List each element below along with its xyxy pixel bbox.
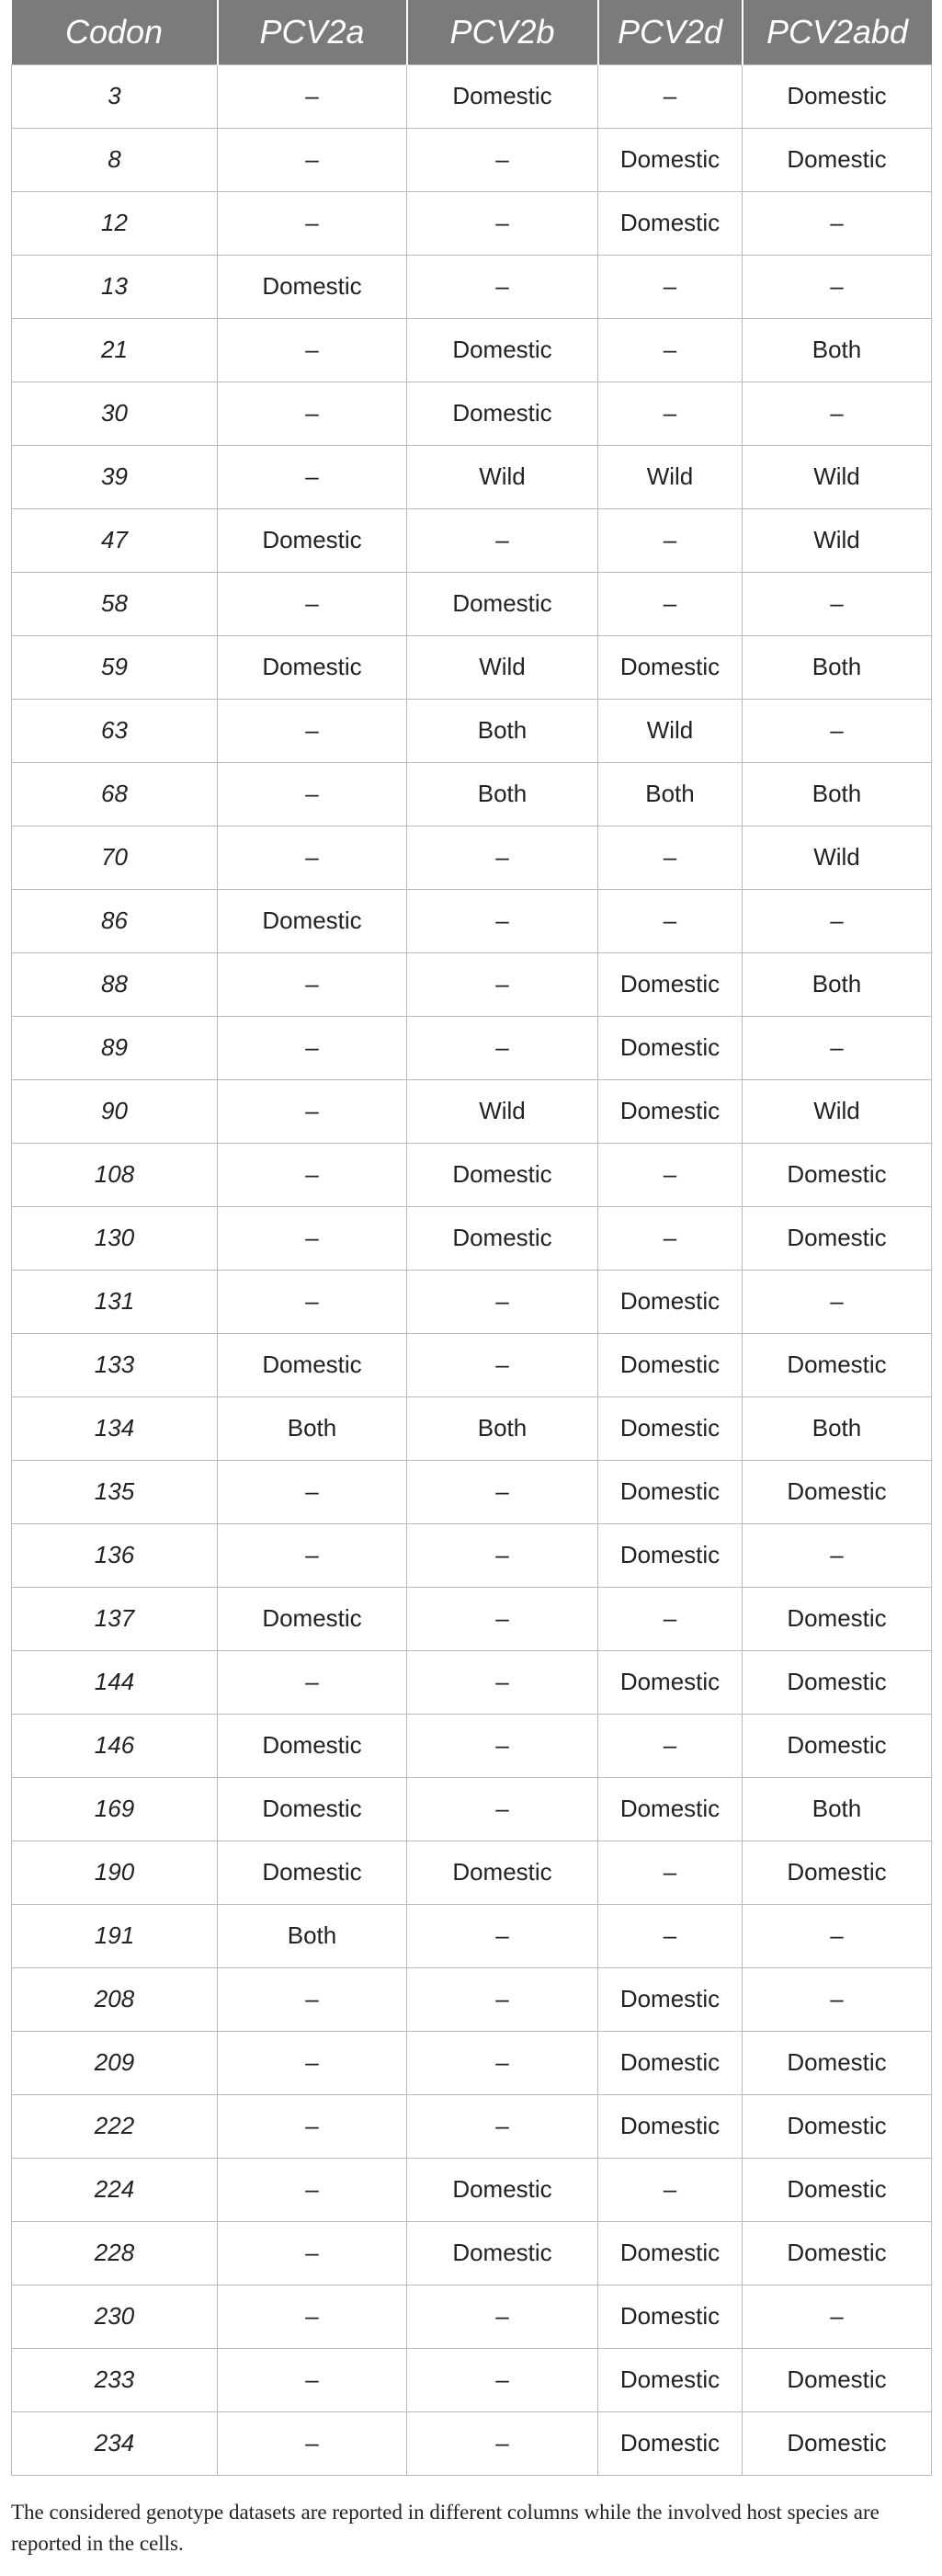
pcv2abd-cell: Domestic [743,1333,932,1396]
pcv2d-cell: Domestic [598,635,743,699]
pcv2b-cell: – [407,1904,598,1967]
codon-cell: 230 [12,2285,218,2348]
table-row [12,255,932,318]
pcv2b-cell: – [407,1777,598,1841]
table-row [12,1967,932,2031]
table-row [12,508,932,572]
pcv2b-cell: – [407,1587,598,1650]
pcv2d-cell: – [598,1206,743,1270]
codon-cell: 59 [12,635,218,699]
header-pcv2b: PCV2b [407,0,598,64]
pcv2abd-cell: Domestic [743,2411,932,2475]
codon-host-table [11,0,932,2476]
pcv2a-cell: Both [218,1396,407,1460]
pcv2d-cell: Domestic [598,1396,743,1460]
codon-cell: 191 [12,1904,218,1967]
pcv2a-cell: – [218,2031,407,2094]
pcv2d-cell: Domestic [598,1523,743,1587]
pcv2abd-cell: Both [743,952,932,1016]
pcv2b-cell: Domestic [407,2158,598,2221]
pcv2b-cell: Domestic [407,1841,598,1904]
table-row [12,2158,932,2221]
pcv2d-cell: Domestic [598,952,743,1016]
table-row [12,699,932,762]
pcv2a-cell: – [218,1206,407,1270]
table-row [12,382,932,445]
pcv2d-cell: Domestic [598,1777,743,1841]
pcv2a-cell: Domestic [218,1333,407,1396]
pcv2b-cell: – [407,1714,598,1777]
pcv2a-cell: Domestic [218,635,407,699]
pcv2d-cell: – [598,826,743,889]
header-pcv2abd: PCV2abd [743,0,932,64]
pcv2a-cell: Domestic [218,889,407,952]
pcv2b-cell: Domestic [407,1206,598,1270]
pcv2b-cell: – [407,1333,598,1396]
pcv2abd-cell: Domestic [743,1587,932,1650]
table-row [12,1841,932,1904]
pcv2d-cell: Both [598,762,743,826]
pcv2a-cell: – [218,572,407,635]
pcv2abd-cell: – [743,1904,932,1967]
table-row [12,762,932,826]
pcv2abd-cell: Domestic [743,2094,932,2158]
pcv2d-cell: – [598,1904,743,1967]
pcv2d-cell: Domestic [598,2221,743,2285]
pcv2d-cell: – [598,1143,743,1206]
pcv2a-cell: – [218,445,407,508]
pcv2d-cell: Domestic [598,1079,743,1143]
pcv2b-cell: – [407,1016,598,1079]
codon-cell: 108 [12,1143,218,1206]
table-row [12,1587,932,1650]
pcv2a-cell: – [218,318,407,382]
pcv2a-cell: Domestic [218,1714,407,1777]
table-row [12,2411,932,2475]
codon-cell: 131 [12,1270,218,1333]
pcv2b-cell: Domestic [407,572,598,635]
table-row [12,1079,932,1143]
pcv2a-cell: Domestic [218,1587,407,1650]
codon-cell: 209 [12,2031,218,2094]
pcv2a-cell: Domestic [218,1777,407,1841]
pcv2abd-cell: Domestic [743,128,932,191]
pcv2a-cell: – [218,1460,407,1523]
table-row [12,826,932,889]
pcv2d-cell: Domestic [598,2031,743,2094]
pcv2a-cell: – [218,1967,407,2031]
pcv2a-cell: – [218,1523,407,1587]
codon-cell: 222 [12,2094,218,2158]
pcv2a-cell: – [218,1143,407,1206]
pcv2d-cell: – [598,64,743,128]
pcv2a-cell: Domestic [218,508,407,572]
codon-cell: 208 [12,1967,218,2031]
pcv2b-cell: – [407,2285,598,2348]
pcv2abd-cell: Domestic [743,1650,932,1714]
pcv2abd-cell: – [743,1967,932,2031]
pcv2abd-cell: – [743,1523,932,1587]
table-row [12,889,932,952]
pcv2a-cell: – [218,2411,407,2475]
pcv2d-cell: Domestic [598,2348,743,2411]
pcv2a-cell: – [218,2158,407,2221]
codon-cell: 135 [12,1460,218,1523]
pcv2a-cell: – [218,2221,407,2285]
pcv2b-cell: Wild [407,445,598,508]
pcv2abd-cell: Domestic [743,2348,932,2411]
table-body [12,64,932,2475]
pcv2d-cell: – [598,1587,743,1650]
pcv2b-cell: – [407,1270,598,1333]
pcv2b-cell: Domestic [407,2221,598,2285]
pcv2b-cell: – [407,826,598,889]
table-row [12,1016,932,1079]
pcv2abd-cell: – [743,382,932,445]
pcv2d-cell: – [598,572,743,635]
pcv2b-cell: – [407,1967,598,2031]
pcv2b-cell: Wild [407,1079,598,1143]
codon-cell: 144 [12,1650,218,1714]
codon-cell: 12 [12,191,218,255]
codon-cell: 39 [12,445,218,508]
pcv2b-cell: – [407,191,598,255]
pcv2d-cell: Domestic [598,2094,743,2158]
pcv2b-cell: – [407,1460,598,1523]
pcv2abd-cell: Wild [743,445,932,508]
codon-cell: 137 [12,1587,218,1650]
table-row [12,1904,932,1967]
pcv2b-cell: – [407,1650,598,1714]
codon-cell: 228 [12,2221,218,2285]
codon-cell: 136 [12,1523,218,1587]
pcv2abd-cell: – [743,1016,932,1079]
table-row [12,2221,932,2285]
pcv2abd-cell: Wild [743,1079,932,1143]
pcv2abd-cell: Both [743,1396,932,1460]
pcv2abd-cell: Wild [743,508,932,572]
pcv2abd-cell: – [743,255,932,318]
table-header [12,0,932,64]
table-row [12,191,932,255]
pcv2d-cell: – [598,255,743,318]
pcv2a-cell: – [218,382,407,445]
header-pcv2d: PCV2d [598,0,743,64]
table-row [12,1714,932,1777]
pcv2a-cell: – [218,64,407,128]
codon-cell: 68 [12,762,218,826]
table-row [12,1777,932,1841]
pcv2d-cell: Wild [598,445,743,508]
pcv2d-cell: – [598,889,743,952]
pcv2a-cell: – [218,1270,407,1333]
pcv2d-cell: Domestic [598,128,743,191]
pcv2d-cell: Domestic [598,1460,743,1523]
pcv2b-cell: Both [407,762,598,826]
pcv2b-cell: Both [407,1396,598,1460]
table-row [12,1206,932,1270]
pcv2b-cell: – [407,2031,598,2094]
codon-cell: 133 [12,1333,218,1396]
pcv2d-cell: Domestic [598,1270,743,1333]
pcv2b-cell: – [407,2348,598,2411]
table-row [12,2094,932,2158]
codon-cell: 21 [12,318,218,382]
table-row [12,1143,932,1206]
pcv2b-cell: – [407,952,598,1016]
pcv2abd-cell: Both [743,635,932,699]
pcv2d-cell: Domestic [598,2285,743,2348]
codon-cell: 88 [12,952,218,1016]
pcv2b-cell: – [407,1523,598,1587]
pcv2abd-cell: – [743,889,932,952]
pcv2abd-cell: Domestic [743,2221,932,2285]
pcv2d-cell: – [598,318,743,382]
codon-cell: 30 [12,382,218,445]
pcv2b-cell: – [407,128,598,191]
pcv2a-cell: – [218,1016,407,1079]
pcv2a-cell: – [218,2094,407,2158]
table-row [12,635,932,699]
codon-cell: 86 [12,889,218,952]
pcv2a-cell: – [218,2285,407,2348]
pcv2abd-cell: Both [743,762,932,826]
pcv2abd-cell: Both [743,1777,932,1841]
table-row [12,2348,932,2411]
pcv2b-cell: Wild [407,635,598,699]
header-pcv2a: PCV2a [218,0,407,64]
pcv2a-cell: – [218,1650,407,1714]
codon-cell: 8 [12,128,218,191]
pcv2b-cell: – [407,889,598,952]
codon-cell: 58 [12,572,218,635]
pcv2a-cell: – [218,699,407,762]
pcv2d-cell: Wild [598,699,743,762]
pcv2abd-cell: – [743,1270,932,1333]
header-row [12,0,932,64]
pcv2b-cell: – [407,508,598,572]
codon-cell: 190 [12,1841,218,1904]
pcv2abd-cell: Domestic [743,2158,932,2221]
codon-cell: 63 [12,699,218,762]
pcv2a-cell: – [218,191,407,255]
pcv2b-cell: Both [407,699,598,762]
codon-cell: 130 [12,1206,218,1270]
table-row [12,318,932,382]
pcv2d-cell: Domestic [598,2411,743,2475]
pcv2a-cell: Domestic [218,255,407,318]
pcv2abd-cell: – [743,572,932,635]
pcv2d-cell: Domestic [598,191,743,255]
table-row [12,952,932,1016]
pcv2a-cell: – [218,826,407,889]
table-row [12,445,932,508]
pcv2d-cell: – [598,2158,743,2221]
table-row [12,2285,932,2348]
pcv2a-cell: Domestic [218,1841,407,1904]
pcv2abd-cell: Domestic [743,1714,932,1777]
pcv2b-cell: Domestic [407,382,598,445]
pcv2abd-cell: Domestic [743,1841,932,1904]
codon-cell: 47 [12,508,218,572]
codon-cell: 146 [12,1714,218,1777]
pcv2abd-cell: Wild [743,826,932,889]
table-row [12,1523,932,1587]
codon-cell: 224 [12,2158,218,2221]
pcv2b-cell: Domestic [407,318,598,382]
pcv2d-cell: – [598,1714,743,1777]
pcv2a-cell: – [218,2348,407,2411]
pcv2abd-cell: Domestic [743,1143,932,1206]
codon-cell: 134 [12,1396,218,1460]
table-row [12,572,932,635]
pcv2abd-cell: Domestic [743,64,932,128]
pcv2abd-cell: – [743,2285,932,2348]
pcv2b-cell: Domestic [407,1143,598,1206]
pcv2a-cell: – [218,1079,407,1143]
pcv2d-cell: Domestic [598,1016,743,1079]
header-codon: Codon [64,12,164,51]
pcv2b-cell: – [407,2094,598,2158]
pcv2a-cell: – [218,762,407,826]
table-footnote: The considered genotype datasets are reported in different columns while the involved host species are reported in the cells. [11,2501,880,2555]
table-row [12,1650,932,1714]
table-row [12,64,932,128]
pcv2b-cell: – [407,255,598,318]
codon-cell: 13 [12,255,218,318]
table-row [12,1460,932,1523]
codon-cell: 70 [12,826,218,889]
pcv2abd-cell: Domestic [743,1460,932,1523]
codon-cell: 90 [12,1079,218,1143]
table-row [12,1396,932,1460]
codon-cell: 89 [12,1016,218,1079]
pcv2d-cell: – [598,508,743,572]
table-row [12,1333,932,1396]
pcv2b-cell: Domestic [407,64,598,128]
pcv2abd-cell: – [743,191,932,255]
pcv2a-cell: – [218,952,407,1016]
pcv2abd-cell: Both [743,318,932,382]
table-row [12,1270,932,1333]
pcv2abd-cell: – [743,699,932,762]
codon-cell: 169 [12,1777,218,1841]
pcv2d-cell: – [598,1841,743,1904]
pcv2d-cell: Domestic [598,1967,743,2031]
pcv2a-cell: Both [218,1904,407,1967]
pcv2d-cell: Domestic [598,1333,743,1396]
codon-cell: 234 [12,2411,218,2475]
pcv2d-cell: – [598,382,743,445]
table-row [12,2031,932,2094]
pcv2abd-cell: Domestic [743,2031,932,2094]
codon-cell: 233 [12,2348,218,2411]
pcv2a-cell: – [218,128,407,191]
pcv2abd-cell: Domestic [743,1206,932,1270]
table-container [11,0,931,2476]
pcv2b-cell: – [407,2411,598,2475]
pcv2d-cell: Domestic [598,1650,743,1714]
table-row [12,128,932,191]
codon-cell: 3 [12,64,218,128]
